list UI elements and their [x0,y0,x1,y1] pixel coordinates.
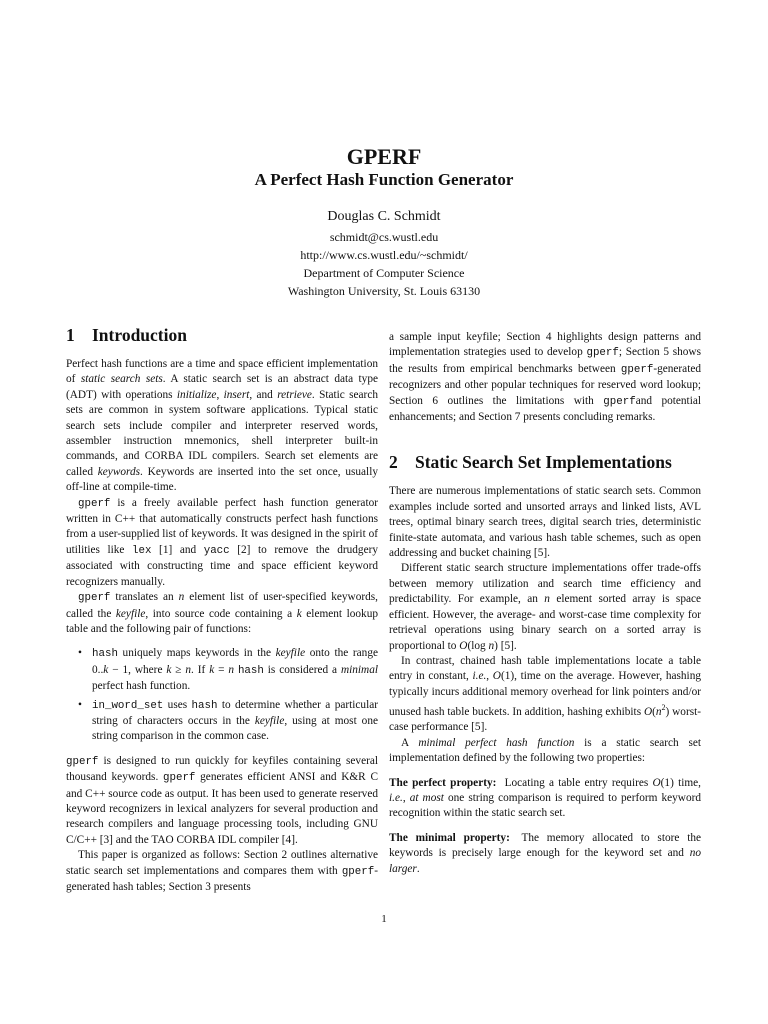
author-url: http://www.cs.wustl.edu/~schmidt/ [300,248,468,262]
author-block [0,207,768,300]
intro-paragraph-2: gperf is a freely available perfect hash function generator written in C++ that automatically constructs perfect hash functions from a user-supplied list of keywords. It was designed in the spirit of utilities like lex [1] and yacc [2] to remove the drudgery associated with constructing time and space efficient keyword recognizers manually. [66,496,378,588]
intro-paragraph-5-continued: a sample input keyfile; Section 4 highlights design patterns and implementation strategies used to develop gperf; Section 5 shows the results from empirical benchmarks between gperf-generated recognizers and other popular techniques for reserved word lookup; Section 6 outlines the limitations with gperfand potential enhancements; and Section 7 presents concluding remarks. [389,331,701,424]
intro-paragraph-1: Perfect hash functions are a time and space efficient implementation of static search sets. A static search set is an abstract data type (ADT) with operations initialize, insert, and retrieve. Static search sets are common in system software applications. Typical static search sets include compiler and interpreter reserved words, assembler instruction mnemonics, shell interpreter built-in commands, and CORBA IDL compilers. Search set elements are called keywords. Keywords are inserted into the set once, usually off-line at compile-time. [66,358,378,494]
intro-paragraph-3: gperf translates an n element list of user-specified keywords, called the keyfile, into source code containing a k element lookup table and the following pair of functions: [66,591,378,635]
static-paragraph-4: A minimal perfect hash function is a static search set implementation defined by the following two properties: [389,736,701,765]
author-email: schmidt@cs.wustl.edu [329,230,439,244]
paper-title: GPERF [346,144,422,169]
intro-paragraph-4: gperf is designed to run quickly for keyfiles containing several thousand keywords. gperf generates efficient ANSI and K&R C and C++ source code as output. It has been used to generate reserved keyword recognizers in lexical analyzers for several production and research compilers and language processing tools, including GNU C/C++ [3] and the TAO CORBA IDL compiler [4]. [66,754,378,846]
function-list [66,646,378,744]
list-item: • in_word_set uses hash to determine whether a particular string of characters occurs in the keyfile, using at most one string comparison in the common case. [92,698,378,745]
perfect-property-definition: The perfect property: Locating a table entry requires O(1) time, i.e., at most one string comparison is required to perform keyword recognition within the static search set. [389,776,702,820]
static-paragraph-1: There are numerous implementations of static search sets. Common examples include sorted and unsorted arrays and linked lists, AVL trees, optimal binary search trees, digital search tries, deterministic finite-state automata, and various hash table schemes, such as open addressing and bucket chaining [5]. [389,485,701,560]
left-column [66,322,378,895]
intro-paragraph-5: This paper is organized as follows: Section 2 outlines alternative static search set implementations and compares them with gperf-generated hash tables; Section 3 presents [66,849,378,893]
static-paragraph-2: Different static search structure implementations offer trade-offs between memory utilization and search time efficiency and predictability. For example, an n element sorted array is space efficient. However, the average- and worst-case time complexity for retrieval operations using binary search on a sorted array is proportional to O(log n) [5]. [389,562,702,652]
page-number: 1 [381,913,387,925]
section-heading-introduction: 1 Introduction [66,325,187,345]
right-column [389,330,701,877]
author-university: Washington University, St. Louis 63130 [287,284,481,298]
minimal-property-definition: The minimal property: The memory allocated to store the keywords is precisely large enough for the keyword set and no larger. [389,831,701,875]
section-heading-static-search-sets: 2 Static Search Set Implementations [389,452,672,473]
author-department: Department of Computer Science [303,266,465,280]
list-item: • hash uniquely maps keywords in the keyfile onto the range 0..k − 1, where k ≥ n. If k = n hash is considered a minimal perfect hash function. [92,646,378,694]
author-name: Douglas C. Schmidt [327,209,441,224]
static-paragraph-3: In contrast, chained hash table implementations locate a table entry in constant, i.e., O(1), time on the average. However, hashing typically incurs additional memory overhead for link pointers and/or unused hash table buckets. In addition, hashing exhibits $O(n^2)$ worst-case performance [5]. [389,654,702,734]
paper-subtitle: A Perfect Hash Function Generator [254,170,514,189]
